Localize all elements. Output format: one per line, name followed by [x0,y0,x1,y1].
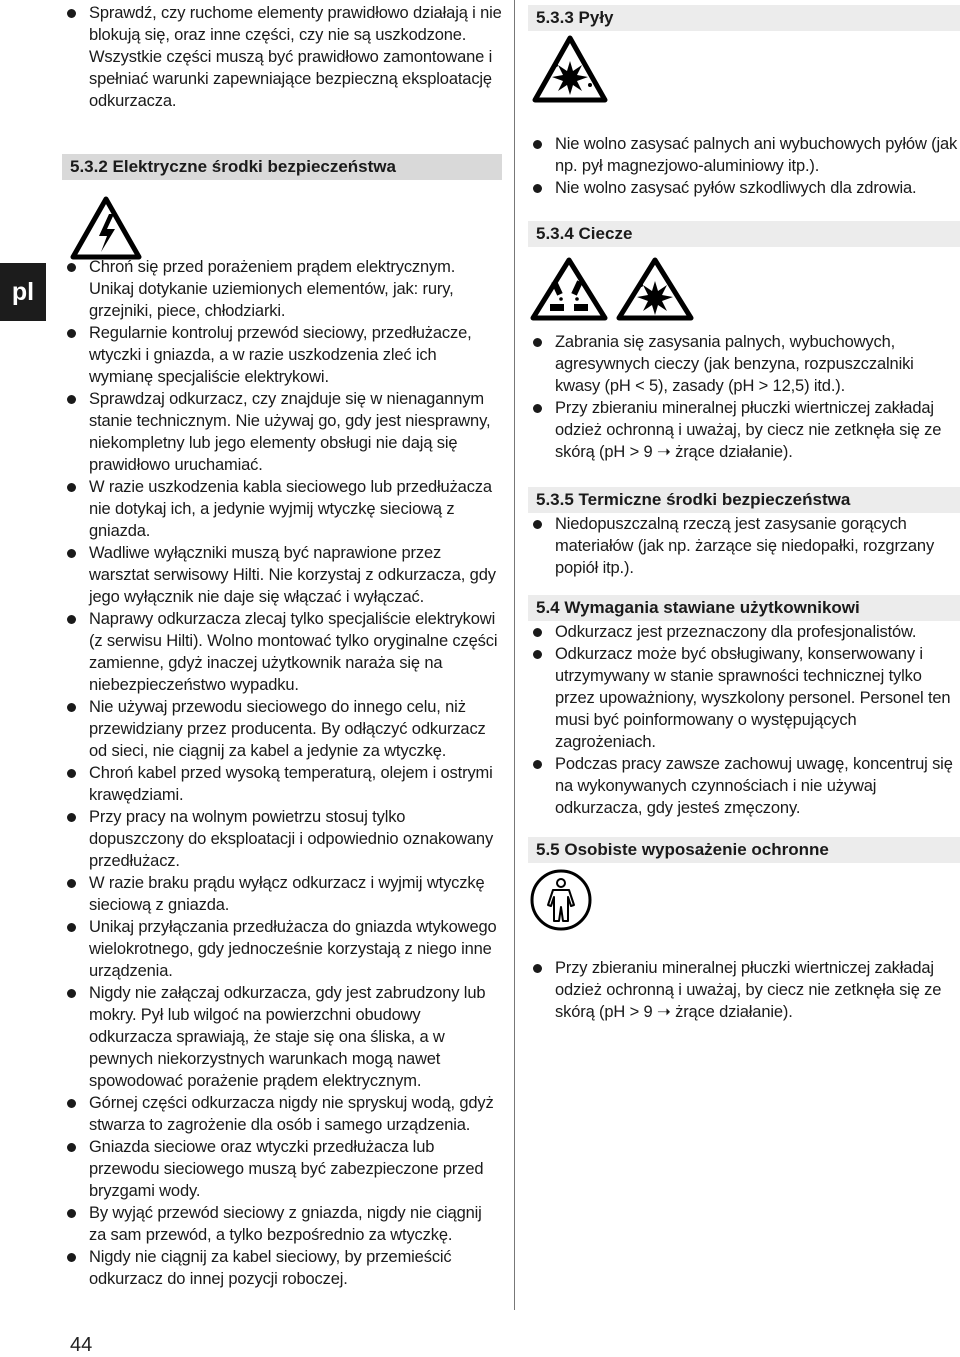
section-532-heading: 5.3.2 Elektryczne środki bezpieczeństwa [62,154,502,180]
list-item: Unikaj przyłączania przedłużacza do gniazda wtykowego wielokrotnego, gdy jednocześnie korzystają z niego inne urządzenia. [62,916,502,982]
section-55-heading: 5.5 Osobiste wyposażenie ochronne [528,837,960,863]
list-item: Odkurzacz może być obsługiwany, konserwowany i utrzymywany w stanie sprawności technicznej tylko przez upoważniony, wyszkolony personel. Personel ten musi być poinformowany o występujących zagrożeniach. [528,643,960,753]
section-532-list [62,256,502,1290]
list-item: Niedopuszczalną rzeczą jest zasysanie gorących materiałów (jak np. żarzące się niedopałki, rozgrzany popiół itp.). [528,513,960,579]
language-tab: pl [0,263,46,321]
column-divider [514,0,515,1310]
section-534-heading: 5.3.4 Ciecze [528,221,960,247]
list-item: Podczas pracy zawsze zachowuj uwagę, koncentruj się na wykonywanych czynnościach i nie używaj odkurzacza, gdy jesteś zmęczony. [528,753,960,819]
section-55-list [528,957,960,1023]
list-item: Sprawdzaj odkurzacz, czy znajduje się w nienagannym stanie technicznym. Nie używaj go, gdy jest niesprawny, niekompletny lub jego elementy obsługi nie dają się prawidłowo uruchamiać. [62,388,502,476]
section-54-list [528,621,960,819]
list-item: Regularnie kontroluj przewód sieciowy, przedłużacze, wtyczki i gniazda, a w razie uszkodzenia zleć ich wymianę specjaliście elektrykowi. [62,322,502,388]
list-item: Górnej części odkurzacza nigdy nie spryskuj wodą, gdyż stwarza to zagrożenie dla osób i samego urządzenia. [62,1092,502,1136]
list-item: Wadliwe wyłączniki muszą być naprawione przez warsztat serwisowy Hilti. Nie korzystaj z odkurzacza, gdy jego wyłącznik nie daje się włączać i wyłączać. [62,542,502,608]
list-item: Przy zbieraniu mineralnej płuczki wiertniczej zakładaj odzież ochronną i uważaj, by ciecz nie zetknęła się ze skórą (pH > 9 ➝ żrące działanie). [528,957,960,1023]
left-column [62,0,502,1290]
section-533-heading: 5.3.3 Pyły [528,5,960,31]
section-535-list [528,513,960,579]
page-number: 44 [70,1334,93,1356]
section-532-signs [70,196,502,264]
list-item: Przy zbieraniu mineralnej płuczki wiertniczej zakładaj odzież ochronną i uważaj, by ciecz nie zetknęła się ze skórą (pH > 9 ➝ żrące działanie). [528,397,960,463]
list-item: By wyjąć przewód sieciowy z gniazda, nigdy nie ciągnij za sam przewód, a tylko bezpośrednio za wtyczkę. [62,1202,502,1246]
electric-hazard-icon [70,196,142,260]
protective-clothing-icon [530,869,592,931]
list-item: W razie uszkodzenia kabla sieciowego lub przedłużacza nie dotykaj ich, a jedynie wyjmij wtyczkę sieciową z gniazda. [62,476,502,542]
list-item: Nie wolno zasysać pyłów szkodliwych dla zdrowia. [528,177,960,199]
list-item: Gniazda sieciowe oraz wtyczki przedłużacza lub przewodu sieciowego muszą być zabezpieczone przed bryzgami wody. [62,1136,502,1202]
intro-list [62,2,502,112]
list-item: Odkurzacz jest przeznaczony dla profesjonalistów. [528,621,960,643]
section-55-signs [530,869,960,935]
section-535-heading: 5.3.5 Termiczne środki bezpieczeństwa [528,487,960,513]
section-533-signs [532,35,960,107]
section-534-signs [530,257,960,321]
right-column [528,0,960,1023]
list-item: Nigdy nie załączaj odkurzacza, gdy jest zabrudzony lub mokry. Pył lub wilgoć na powierzchni obudowy odkurzacza sprawiają, że staje się ona śliska, a w pewnych niekorzystnych warunkach mogą nawet spowodować porażenie prądem elektrycznym. [62,982,502,1092]
explosive-hazard-icon [616,257,694,321]
list-item: Zabrania się zasysania palnych, wybuchowych, agresywnych cieczy (jak benzyna, rozpuszczalniki kwasy (pH < 5), zasady (pH > 12,5) itd.). [528,331,960,397]
list-item: Chroń kabel przed wysoką temperaturą, olejem i ostrymi krawędziami. [62,762,502,806]
list-item: Chroń się przed porażeniem prądem elektrycznym. Unikaj dotykanie uziemionych elementów, jak: rury, grzejniki, piece, chłodziarki. [62,256,502,322]
section-534-list [528,331,960,463]
list-item: W razie braku prądu wyłącz odkurzacz i wyjmij wtyczkę sieciową z gniazda. [62,872,502,916]
list-item: Nie wolno zasysać palnych ani wybuchowych pyłów (jak np. pył magnezjowo-aluminiowy itp.). [528,133,960,177]
list-item: Sprawdź, czy ruchome elementy prawidłowo działają i nie blokują się, oraz inne części, czy nie są uszkodzone. Wszystkie części muszą być prawidłowo zamontowane i spełniać warunki zapewniające bezpieczną eksploatację odkurzacza. [62,2,502,112]
list-item: Naprawy odkurzacza zlecaj tylko specjaliście elektrykowi (z serwisu Hilti). Wolno montować tylko oryginalne części zamienne, gdyż inaczej użytkownik naraża się na niebezpieczeństwo wypadku. [62,608,502,696]
explosive-hazard-icon [532,35,608,103]
section-533-list [528,133,960,199]
corrosive-hazard-icon [530,257,608,321]
section-54-heading: 5.4 Wymagania stawiane użytkownikowi [528,595,960,621]
list-item: Przy pracy na wolnym powietrzu stosuj tylko dopuszczony do eksploatacji i odpowiednio oznakowany przedłużacz. [62,806,502,872]
list-item: Nie używaj przewodu sieciowego do innego celu, niż przewidziany przez producenta. By odłączyć odkurzacz od sieci, nie ciągnij za kabel a jedynie za wtyczkę. [62,696,502,762]
list-item: Nigdy nie ciągnij za kabel sieciowy, by przemieścić odkurzacz do innej pozycji roboczej. [62,1246,502,1290]
